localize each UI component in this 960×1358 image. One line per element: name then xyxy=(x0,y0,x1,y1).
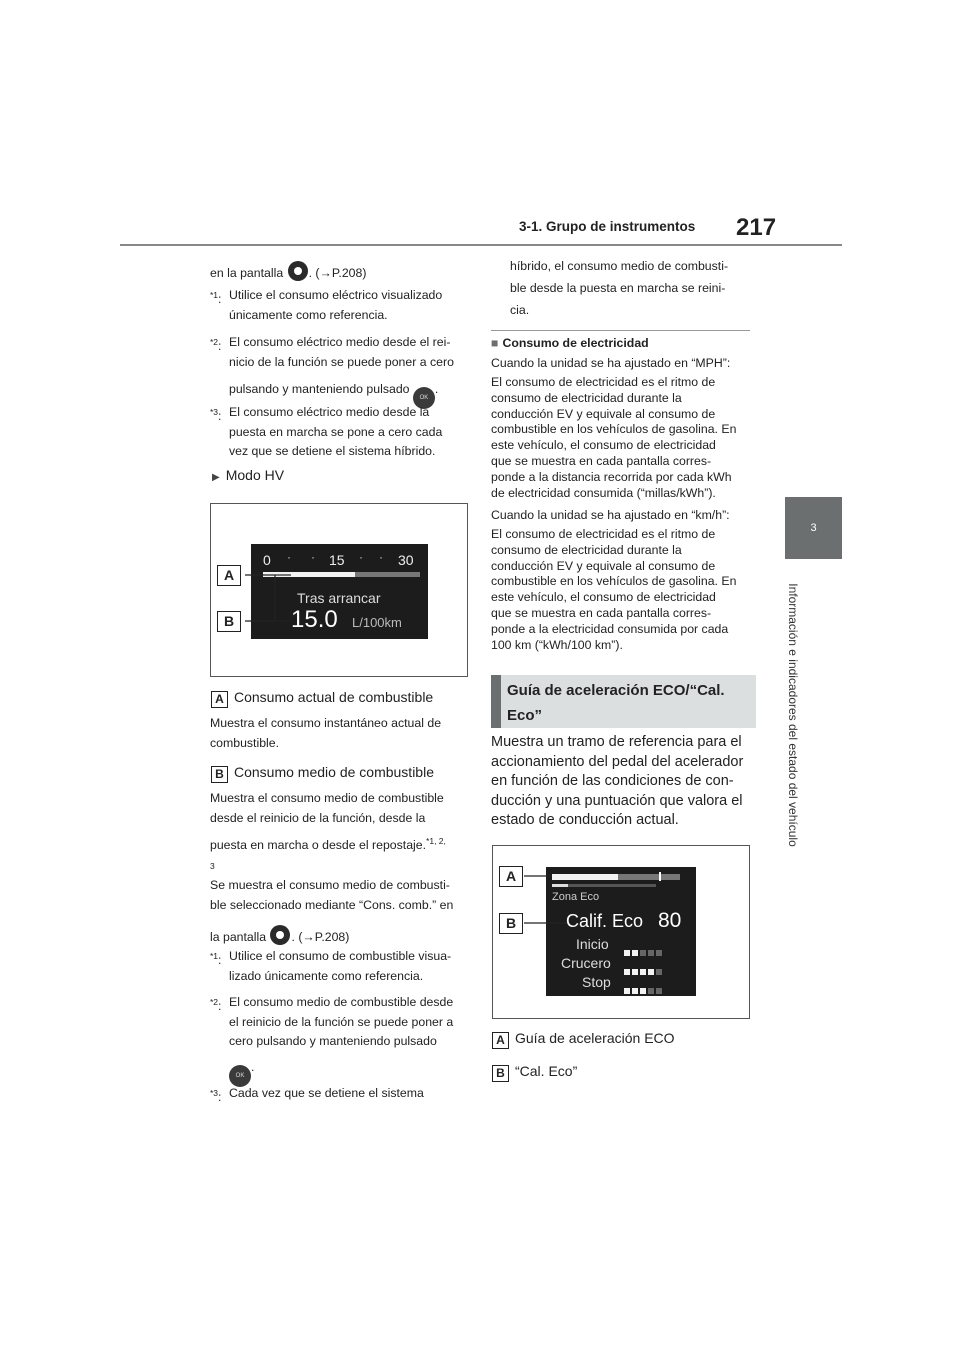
callout-lines xyxy=(211,504,467,676)
footnote-b2: $^{*2}$: El consumo medio de combustible desde el reinicio de la función se puede poner a cero pulsando y manteniendo pulsado OK. xyxy=(210,993,472,1083)
section-heading-box xyxy=(491,675,756,728)
callout-line-b xyxy=(245,575,275,621)
fuel-value: 15.0 xyxy=(291,606,338,633)
scale-dot: · xyxy=(311,550,315,564)
footnote-b1: $^{*1}$: Utilice el consumo de combustible visua- lizado únicamente como referencia. xyxy=(210,949,452,983)
electricity-p2: El consumo de electricidad es el ritmo de consumo de electricidad durante la conducción EV y equivale al consumo de combustible en los vehículos de gasolina. En este vehículo, el consumo de electricidad que se muestra en cada pantalla corres- ponde a la electricidad consumida por cada 100 km (“kWh/100 km”). xyxy=(491,527,737,652)
item-b-desc-2: Se muestra el consumo medio de combusti- ble seleccionado mediante “Cons. comb.” en la pantalla . (→P.208) xyxy=(210,878,454,944)
gear-icon xyxy=(288,261,308,281)
fuel-unit: L/100km xyxy=(352,615,402,630)
item-a-title: Consumo actual de combustible xyxy=(234,689,434,705)
scale-dot: · xyxy=(379,550,383,564)
label-a-icon: A xyxy=(211,691,228,708)
chapter-title xyxy=(778,560,808,870)
footnote-text: Utilice el consumo eléctrico visualizado xyxy=(229,288,443,302)
item-a-desc: Muestra el consumo instantáneo actual de combustible. xyxy=(210,716,442,750)
callout-a: A xyxy=(499,866,523,887)
footnote-b3: $^{*3}$: Cada vez que se detiene el sistema xyxy=(210,1086,424,1105)
eco-zone-label: Zona Eco xyxy=(552,891,600,903)
scale-label-15: 15 xyxy=(329,552,345,568)
heading-line-2: Eco” xyxy=(507,707,543,724)
electricity-title: Consumo de electricidad xyxy=(502,336,649,350)
scale-dot: · xyxy=(287,550,291,564)
item-b-desc: Muestra el consumo medio de combustible desde el reinicio de la función, desde la puesta en marcha o desde el repostaje.$^{*1, 2,}$ 3 xyxy=(210,791,446,871)
arrow-right-icon: → xyxy=(302,930,315,944)
footnote-1: $^{*1}$: Utilice el consumo eléctrico visualizado únicamente como referencia. xyxy=(210,288,443,322)
scale-label-0: 0 xyxy=(263,552,271,568)
intro-text: en la pantalla xyxy=(210,266,287,280)
footnote-3: $^{*3}$: El consumo eléctrico medio desde la puesta en marcha se pone a cero cada vez que se detiene el sistema híbrido. xyxy=(210,405,443,458)
eco-score-label: Calif. Eco xyxy=(566,911,644,931)
label-b-icon: B xyxy=(492,1065,509,1082)
item-eco-b-title: “Cal. Eco” xyxy=(515,1063,578,1079)
continued-text: híbrido, el consumo medio de combusti- ble desde la puesta en marcha se reini- cia. xyxy=(510,259,729,317)
eco-score-value: 80 xyxy=(658,909,682,932)
callout-a: A xyxy=(217,565,241,586)
intro-line xyxy=(210,261,366,284)
eco-body: Muestra un tramo de referencia para el accionamiento del pedal del acelerador en función de las condiciones de con- ducción y una puntuación que valora el estado de conducción actual. xyxy=(491,734,744,828)
chapter-tab[interactable]: 3 xyxy=(785,497,842,559)
heading-line-1: Guía de aceleración ECO/“Cal. xyxy=(507,682,725,699)
item-b-title: Consumo medio de combustible xyxy=(234,764,434,780)
footnote-text: pulsando y manteniendo pulsado xyxy=(229,382,413,396)
scale-label-30: 30 xyxy=(398,552,414,568)
item-eco-a-heading xyxy=(492,1030,675,1049)
square-bullet-icon: ■ xyxy=(491,336,499,350)
ok-button-icon: OK xyxy=(413,387,435,409)
triangle-bullet-icon: ▶ xyxy=(212,472,220,483)
arrow-right-icon: → xyxy=(319,266,332,280)
fuel-caption: Tras arrancar xyxy=(297,590,381,606)
item-eco-a-title: Guía de aceleración ECO xyxy=(515,1030,675,1046)
figure-hv-display xyxy=(210,503,468,677)
label-a-icon: A xyxy=(492,1032,509,1049)
chapter-title-text: Información e indicadores del estado del vehículo xyxy=(786,583,800,847)
callout-lines-2 xyxy=(493,846,749,1018)
page-ref[interactable]: P.208) xyxy=(331,266,367,280)
eco-row-label: Inicio xyxy=(576,936,609,952)
electricity-heading xyxy=(491,336,649,350)
scale-dot: · xyxy=(359,550,363,564)
footnote-text: puesta en marcha se pone a cero cada xyxy=(229,424,443,439)
footnote-text: vez que se detiene el sistema híbrido. xyxy=(229,444,436,458)
electricity-p1: El consumo de electricidad es el ritmo de consumo de electricidad durante la conducción EV y equivale al consumo de combustible en los vehículos de gasolina. En este vehículo, el consumo de electricidad que se muestra en cada pantalla corres- ponde a la distancia recorrida por cada kWh de electricidad consumida (“millas/kWh”). xyxy=(491,375,737,500)
section-title: 3-1. Grupo de instrumentos xyxy=(519,219,696,234)
footnote-text: únicamente como referencia. xyxy=(229,307,388,322)
intro-text-b: . ( xyxy=(308,266,320,280)
item-eco-b-heading xyxy=(492,1063,577,1082)
callout-b: B xyxy=(499,913,523,934)
item-b-heading xyxy=(211,764,434,783)
header-rule xyxy=(120,244,842,246)
electricity-kmh-label: Cuando la unidad se ha ajustado en “km/h”: xyxy=(491,508,730,522)
callout-b: B xyxy=(217,611,241,632)
footnote-text: El consumo eléctrico medio desde el rei- xyxy=(229,335,451,349)
gear-icon xyxy=(270,925,290,945)
footnote-text: nicio de la función se puede poner a cero xyxy=(229,354,454,369)
page-number: 217 xyxy=(736,214,777,241)
page-ref[interactable]: P.208) xyxy=(314,930,350,944)
ok-button-icon: OK xyxy=(229,1065,251,1087)
figure-eco-display xyxy=(492,845,750,1019)
eco-row-label: Crucero xyxy=(561,955,611,971)
label-b-icon: B xyxy=(211,766,228,783)
mode-heading xyxy=(212,467,284,483)
eco-row-label: Stop xyxy=(582,974,611,990)
item-a-heading xyxy=(211,689,433,708)
subsection-rule xyxy=(491,330,750,331)
footnote-2: $^{*2}$: El consumo eléctrico medio desde el rei- nicio de la función se puede poner a cero pulsando y manteniendo pulsado OK. xyxy=(210,333,470,403)
mode-title: Modo HV xyxy=(225,467,285,483)
electricity-mph-label: Cuando la unidad se ha ajustado en “MPH”: xyxy=(491,356,731,370)
footnote-text: El consumo eléctrico medio desde la xyxy=(229,405,430,419)
